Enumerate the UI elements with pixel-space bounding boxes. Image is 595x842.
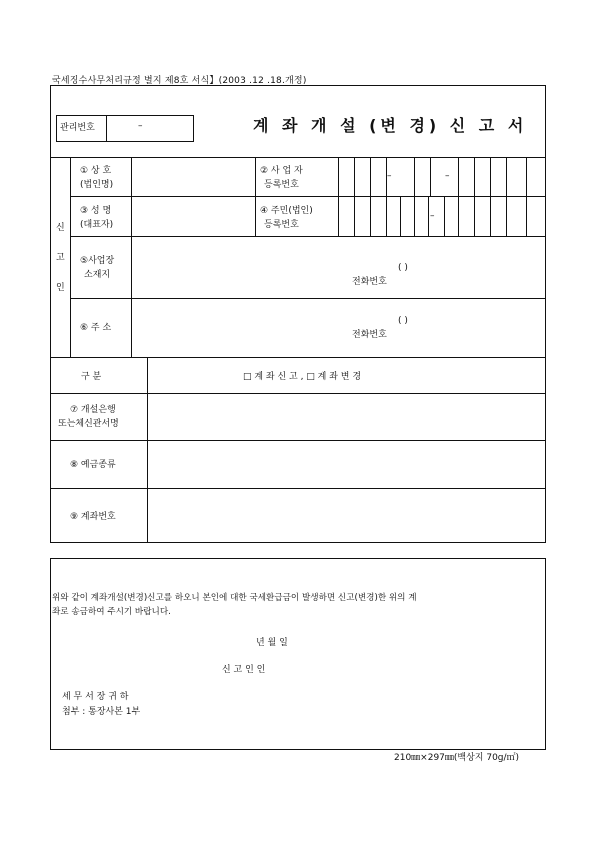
management-number-label: 관리번호	[60, 123, 95, 133]
declarant-label-char-1: 신	[56, 223, 65, 233]
resident-reg-sublabel: 등록번호	[264, 220, 299, 230]
account-number-input[interactable]	[149, 490, 544, 541]
deposit-type-label: ⑧ 예금종류	[70, 460, 116, 470]
business-location-input[interactable]	[133, 238, 543, 296]
statement-line-2: 좌로 송금하여 주시기 바랍니다.	[52, 607, 171, 617]
company-name-label: ① 상 호	[80, 166, 112, 176]
recipient-line: 세 무 서 장 귀 하	[62, 692, 129, 702]
address-phone-paren: ( )	[398, 316, 408, 326]
account-number-label: ⑨ 계좌번호	[70, 512, 116, 522]
business-reg-dash-2: –	[445, 171, 450, 181]
category-label: 구 분	[81, 372, 102, 382]
paper-spec: 210㎜×297㎜(백상지 70g/㎡)	[394, 753, 520, 763]
form-title: 계 좌 개 설 (변 경) 신 고 서	[253, 116, 528, 135]
address-label: ⑥ 주 소	[80, 323, 112, 333]
bank-sublabel: 또는체신관서명	[58, 419, 119, 429]
declarant-label-char-2: 고	[56, 253, 65, 263]
resident-reg-dash: –	[430, 211, 435, 221]
resident-reg-label: ④ 주민(법인)	[260, 206, 313, 216]
bank-label: ⑦ 개설은행	[70, 405, 116, 415]
address-phone-label: 전화번호	[352, 330, 387, 340]
company-name-input[interactable]	[133, 159, 253, 194]
business-phone-paren: ( )	[398, 263, 408, 273]
name-label: ③ 성 명	[80, 206, 112, 216]
category-options[interactable]: □ 계 좌 신 고 , □ 계 좌 변 경	[243, 372, 362, 382]
business-location-sublabel: 소재지	[84, 270, 111, 280]
statement-frame	[50, 558, 546, 750]
attachment-line: 첨부 : 통장사본 1부	[62, 707, 141, 717]
business-location-label: ⑤사업장	[80, 256, 115, 266]
business-reg-label: ② 사 업 자	[260, 166, 303, 176]
business-phone-label: 전화번호	[352, 277, 387, 287]
business-reg-sublabel: 등록번호	[264, 180, 299, 190]
company-name-sublabel: (법인명)	[80, 180, 114, 190]
bank-input[interactable]	[149, 395, 544, 438]
deposit-type-input[interactable]	[149, 442, 544, 486]
business-reg-dash-1: –	[387, 171, 392, 181]
signer-line[interactable]: 신 고 인 인	[222, 665, 266, 675]
management-number-value[interactable]: –	[138, 121, 143, 131]
address-input[interactable]	[133, 300, 543, 355]
declarant-label-char-3: 인	[56, 283, 65, 293]
form-reference-note: 국세징수사무처리규정 별지 제8호 서식】(2003 .12 .18.개정)	[52, 76, 307, 86]
statement-line-1: 위와 같이 계좌개설(변경)신고를 하오니 본인에 대한 국세환급금이 발생하면 신고(변경)한 위의 계	[52, 593, 417, 603]
name-input[interactable]	[133, 198, 253, 234]
date-line[interactable]: 년 월 일	[256, 638, 288, 648]
name-sublabel: (대표자)	[80, 220, 114, 230]
